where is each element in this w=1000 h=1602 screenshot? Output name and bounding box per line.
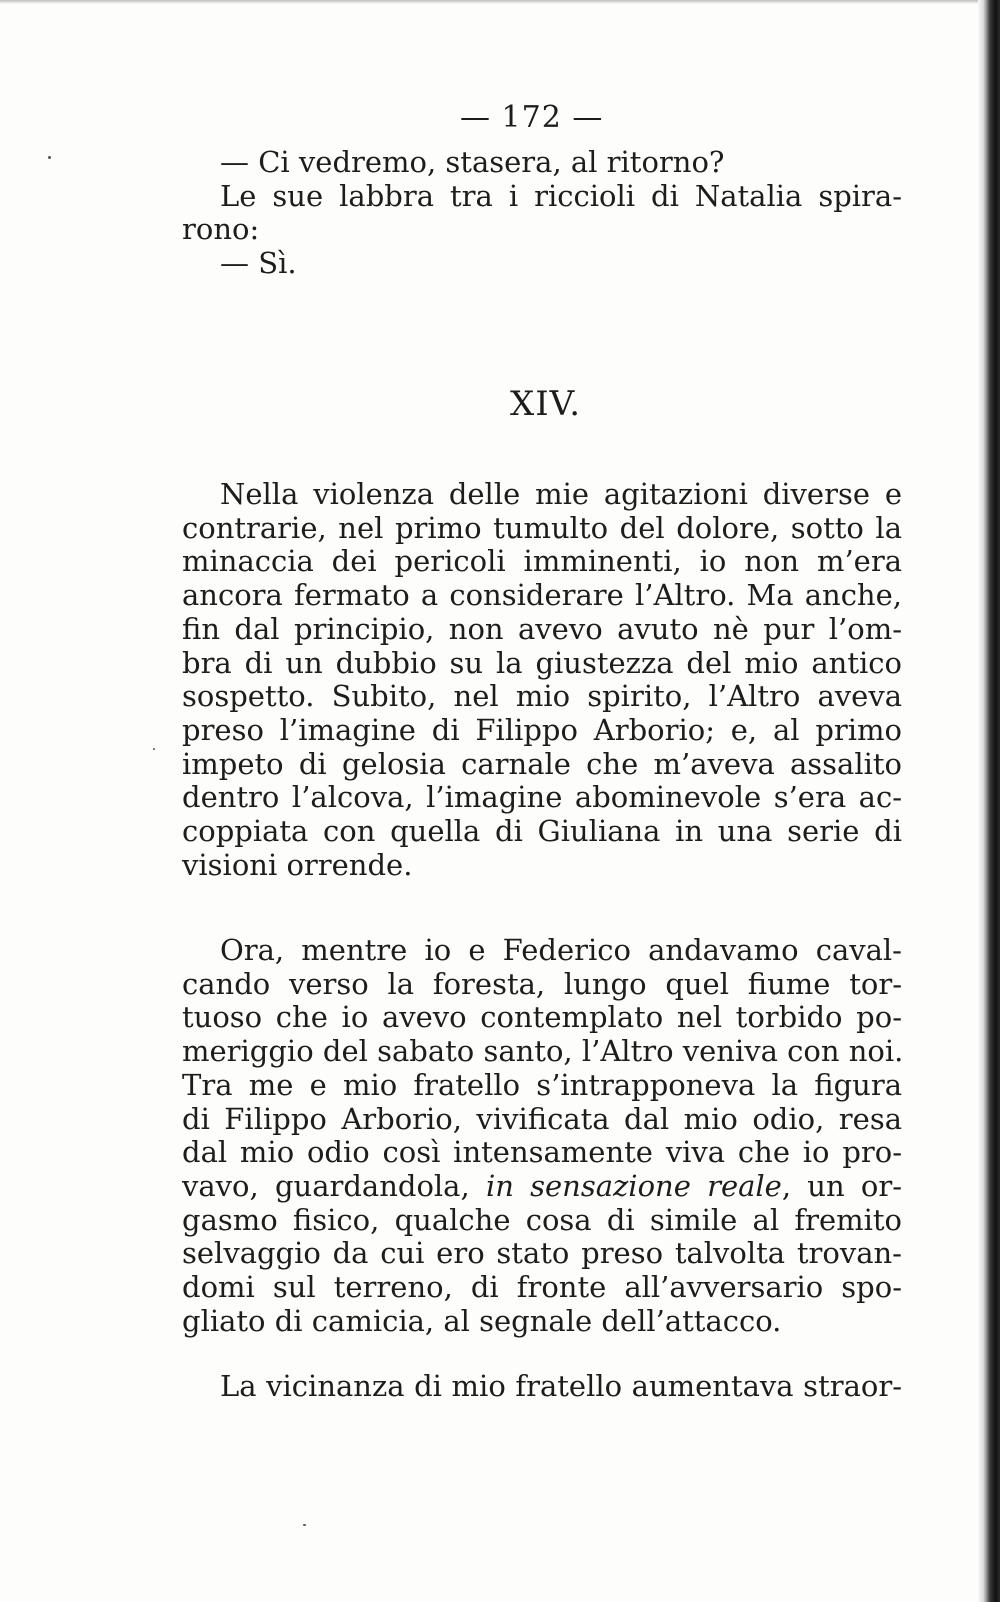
dialogue-line: Le sue labbra tra i riccioli di Natalia spira-: [220, 178, 902, 213]
text-line: sospetto. Subito, nel mio spirito, l’Altro aveva: [182, 679, 902, 714]
text-line: visioni orrende.: [182, 847, 413, 882]
print-speck: [303, 1524, 306, 1526]
text-line: tuoso che io avevo contemplato nel torbido po-: [182, 1000, 902, 1035]
text-line: meriggio del sabato santo, l’Altro veniva con noi.: [182, 1034, 904, 1069]
text-fragment: , un or-: [781, 1168, 903, 1203]
text-line: preso l’imagine di Filippo Arborio; e, al primo: [182, 712, 902, 747]
page-binding-edge: [978, 0, 1000, 1602]
text-line: La vicinanza di mio fratello aumentava straor-: [220, 1369, 902, 1403]
text-line: dal mio odio così intensamente viva che io pro-: [182, 1135, 902, 1170]
text-line: cando verso la foresta, lungo quel fiume tor-: [182, 966, 902, 1001]
dialogue-line: rono:: [182, 212, 260, 247]
page-top-edge: [0, 0, 1000, 4]
dialogue-line: — Ci vedremo, stasera, al ritorno?: [220, 145, 725, 179]
text-line: domi sul terreno, di fronte all’avversario spo-: [182, 1270, 902, 1305]
text-line: Tra me e mio fratello s’intrapponeva la figura: [182, 1067, 902, 1102]
text-line: impeto di gelosia carnale che m’aveva assalito: [182, 746, 902, 781]
text-line-with-italic: [182, 1170, 902, 1204]
text-line: ancora fermato a considerare l’Altro. Ma anche,: [182, 578, 902, 613]
text-fragment: vavo, guardandola,: [182, 1168, 470, 1203]
text-line: dentro l’alcova, l’imagine abominevole s’era ac-: [182, 780, 902, 815]
dialogue-block: [182, 146, 902, 281]
text-line: selvaggio da cui ero stato preso talvolta trovan-: [182, 1236, 902, 1271]
paragraph-1: [182, 478, 902, 882]
page-number: — 172 —: [460, 100, 604, 135]
text-line: gasmo fisico, qualche cosa di simile al fremito: [182, 1202, 902, 1237]
text-line: Ora, mentre io e Federico andavamo caval-: [220, 933, 902, 967]
text-line: di Filippo Arborio, vivificata dal mio odio, resa: [182, 1101, 902, 1136]
text-line: contrarie, nel primo tumulto del dolore, sotto la: [182, 510, 902, 545]
dialogue-line: — Sì.: [220, 246, 297, 281]
print-speck: [48, 156, 51, 159]
text-line: gliato di camicia, al segnale dell’attacco.: [182, 1303, 782, 1338]
italic-phrase: in sensazione reale: [485, 1168, 782, 1203]
paragraph-3: [182, 1370, 902, 1404]
text-line: bra di un dubbio su la giustezza del mio antico: [182, 645, 902, 680]
chapter-title: XIV.: [510, 384, 582, 424]
text-line: coppiata con quella di Giuliana in una serie di: [182, 814, 902, 849]
text-line: minaccia dei pericoli imminenti, io non m’era: [182, 544, 902, 579]
text-line: Nella violenza delle mie agitazioni diverse e: [220, 477, 902, 511]
paragraph-2: [182, 934, 902, 1338]
print-speck: [153, 748, 155, 750]
text-line: fin dal principio, non avevo avuto nè pur l’om-: [182, 611, 902, 646]
